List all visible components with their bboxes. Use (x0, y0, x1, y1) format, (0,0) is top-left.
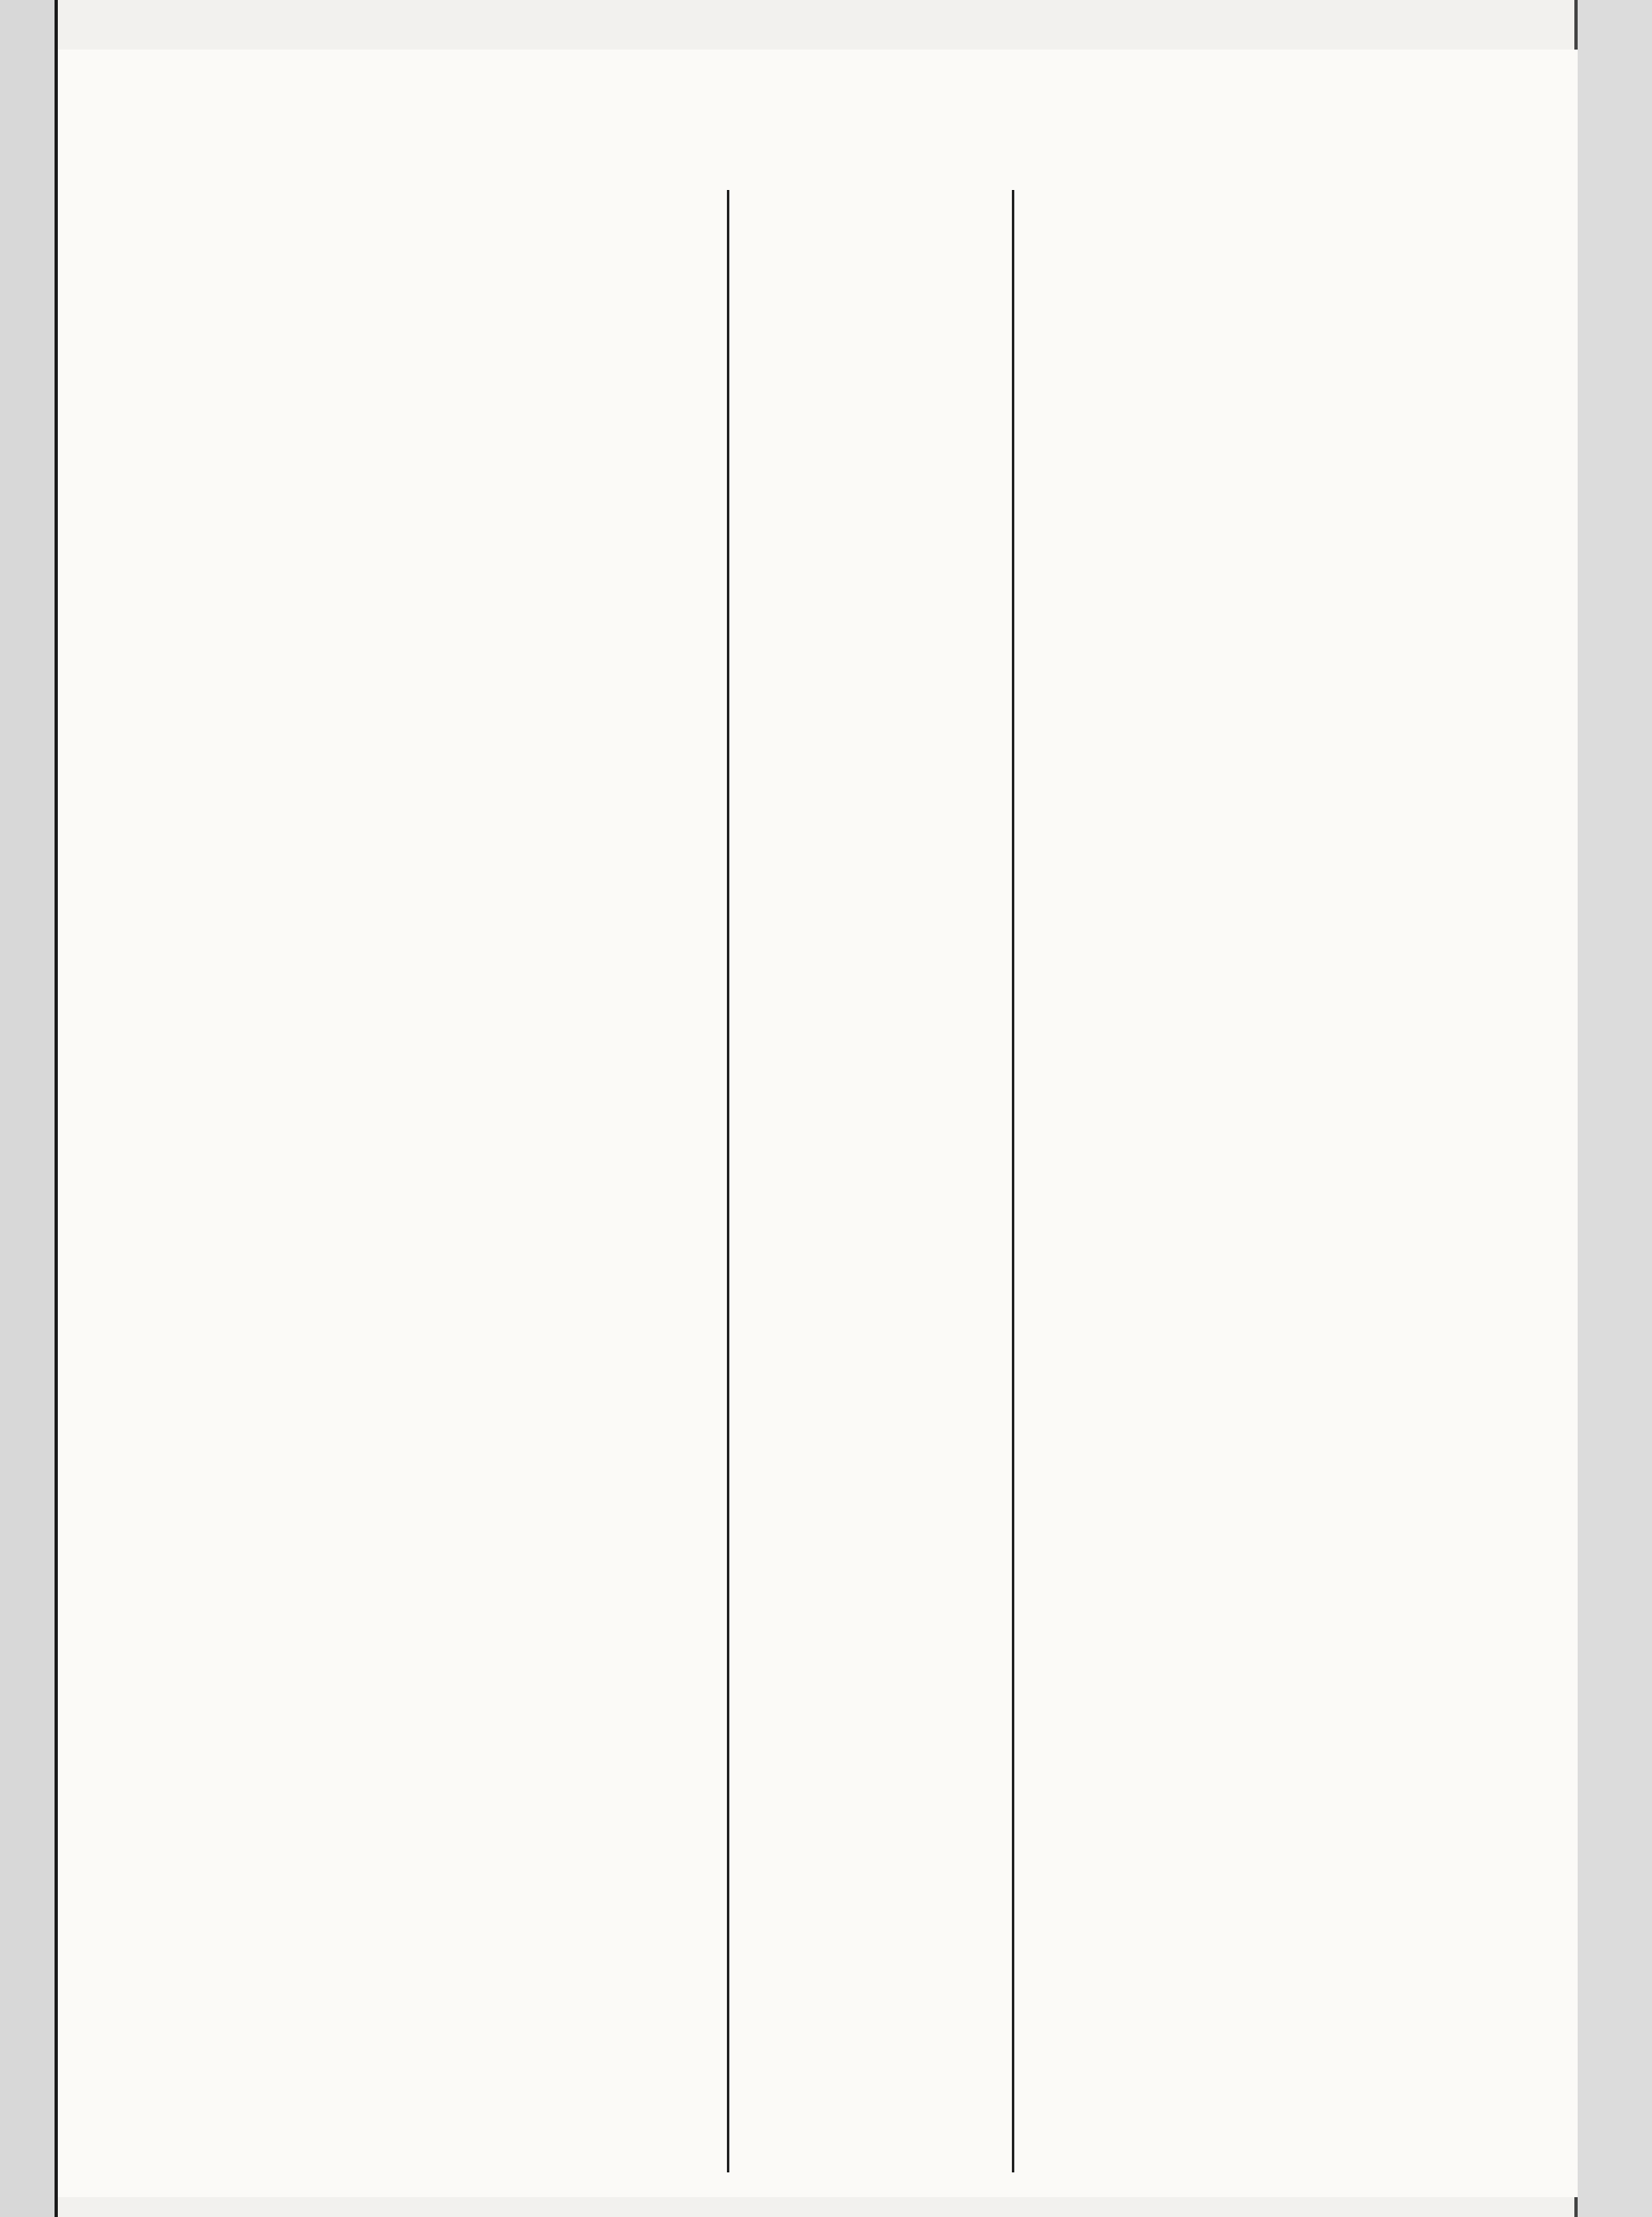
column-rule-2 (1012, 190, 1014, 2172)
page-left-edge (0, 0, 58, 2217)
page-right-edge (1574, 0, 1652, 2217)
column-rule-1 (727, 190, 729, 2172)
newspaper-page (58, 50, 1578, 2197)
